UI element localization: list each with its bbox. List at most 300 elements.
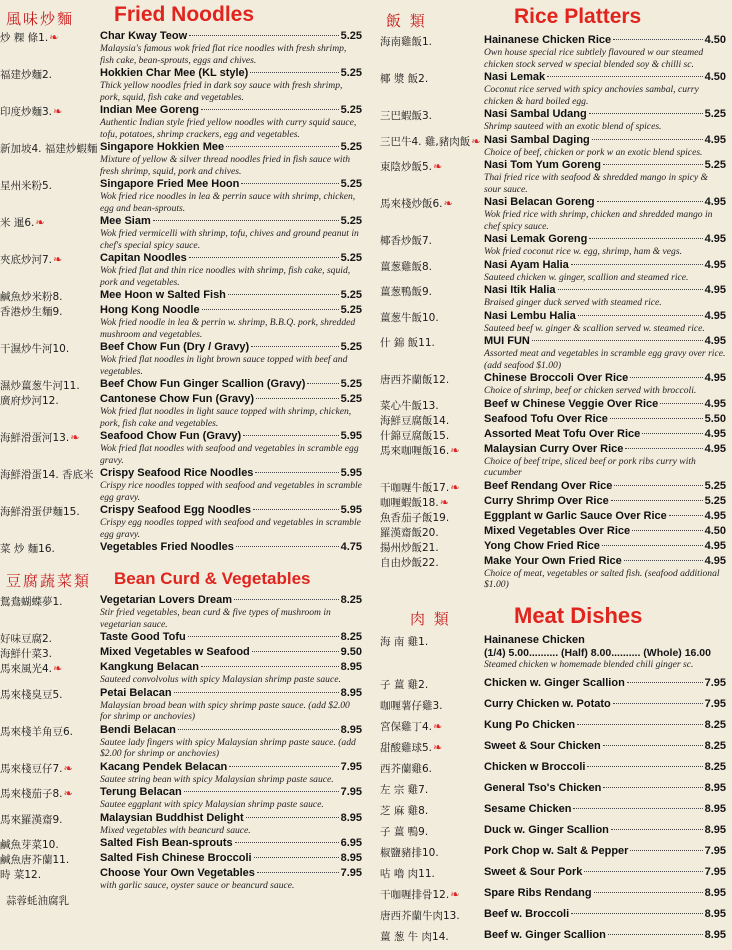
item-price: 7.95 (704, 677, 726, 689)
item-description: Sautee lady fingers with spicy Malaysian shrimp paste sauce. (add $2.00 for shrimp or anchovies) (100, 736, 356, 759)
dot-leader (594, 892, 703, 893)
item-description: Choice of shrimp, beef or chicken served with broccoli. (484, 385, 697, 396)
dot-leader (578, 315, 703, 316)
item-description: Choice of meat, vegetables or salted fish. (seafood additional $1.00) (484, 567, 720, 590)
item-name: Nasi Lemak Goreng (484, 233, 588, 245)
item-name: Beef Chow Fun Ginger Scallion (Gravy) (100, 378, 306, 390)
dot-leader (610, 418, 703, 419)
item-name: Hong Kong Noodle (100, 304, 200, 316)
menu-item-vegetarian-lovers-dream (0, 594, 362, 631)
menu-item-yong-chow-fried-rice (380, 540, 726, 555)
item-chinese-name: 鹹魚炒米粉8. (0, 291, 63, 303)
menu-item-char-kway-teow (0, 30, 362, 67)
menu-item-kung-po-chicken (380, 719, 726, 734)
menu-item-nasi-sambal-udang (380, 108, 726, 134)
item-price: 4.75 (340, 541, 362, 553)
dot-leader (603, 745, 703, 746)
item-chinese-name: 唐西芥蘭飯12. (380, 374, 450, 386)
item-price: 7.95 (704, 845, 726, 857)
item-chinese-name: 炒 粿 條1.❧ (0, 31, 59, 44)
item-chinese-name: 咕 嚕 肉11. (380, 868, 435, 880)
menu-item-singapore-fried-mee-hoon (0, 178, 362, 215)
menu-item-crispy-seafood-egg-noodles (0, 504, 362, 541)
item-name: Bendi Belacan (100, 723, 176, 736)
menu-item-beef-w-broccoli (380, 908, 726, 923)
item-chinese-name: 海 南 雞1. (380, 635, 429, 648)
dot-leader (630, 850, 702, 851)
dot-leader (202, 309, 339, 310)
item-price: 8.95 (704, 803, 726, 815)
item-chinese-name: 星州米粉5. (0, 180, 53, 192)
menu-item-malaysian-buddhist-delight (0, 812, 362, 838)
item-name: Nasi Itik Halia (484, 284, 556, 296)
dot-leader (602, 545, 703, 546)
dot-leader (257, 872, 339, 873)
item-description: Crispy egg noodles topped with seafood and vegetables in scramble egg gravy. (100, 517, 361, 540)
item-price: 8.95 (704, 824, 726, 836)
item-name: Nasi Sambal Udang (484, 108, 587, 120)
dot-leader (255, 472, 338, 473)
dot-leader (614, 485, 702, 486)
bean-curd-footnote-zh: 蒜蓉蚝油腐乳 (6, 894, 69, 907)
item-description: Wok fried noodle in lea & perrin w. shrimp, B.B.Q. pork, shredded mushroom and vegetables. (100, 317, 356, 340)
item-name: Nasi Sambal Daging (484, 133, 590, 146)
item-chinese-name: 馬來棧炒飯6.❧ (380, 197, 453, 210)
item-name: Singapore Hokkien Mee (100, 141, 225, 153)
item-name: Nasi Tom Yum Goreng (484, 159, 601, 171)
item-chinese-name: 揚州炒飯21. (380, 541, 439, 554)
item-chinese-name: 馬來棧豆仔7.❧ (0, 761, 73, 775)
item-chinese-name: 左 宗 雞7. (380, 784, 429, 796)
item-name: Make Your Own Fried Rice (484, 554, 622, 567)
item-chinese-name: 薑葱牛飯10. (380, 311, 439, 324)
bean-curd-header (0, 564, 362, 594)
item-price: 8.95 (704, 887, 726, 899)
dot-leader (153, 220, 339, 221)
item-price: 7.95 (340, 786, 362, 798)
dot-leader (608, 934, 703, 935)
item-name: Spare Ribs Rendang (484, 887, 592, 899)
item-price: 8.95 (340, 723, 362, 736)
item-price: 5.25 (340, 289, 362, 301)
menu-item-hong-kong-noodle (0, 304, 362, 341)
dot-leader (587, 766, 702, 767)
item-name: Mixed Vegetables Over Rice (484, 524, 631, 537)
item-price: 8.95 (340, 661, 362, 673)
item-description: Wok fried rice noodles in lea & perrin sauce with shrimp, chicken, egg and bean-sprouts. (100, 191, 356, 214)
dot-leader (236, 546, 339, 547)
dot-leader (243, 435, 338, 436)
item-name: Cantonese Chow Fun (Gravy) (100, 393, 255, 405)
menu-item-chicken-w-broccoli (380, 761, 726, 776)
bean-curd-list (0, 594, 362, 893)
dot-leader (597, 201, 703, 202)
item-chinese-name: 馬來棧茄子8.❧ (0, 787, 73, 800)
item-name: Nasi Belacan Goreng (484, 196, 595, 208)
item-description: Braised ginger duck served with steamed rice. (484, 297, 662, 308)
menu-item-bendi-belacan (0, 724, 362, 761)
item-chinese-name: 自由炒飯22. (380, 556, 439, 569)
item-price: 8.25 (704, 719, 726, 731)
menu-item-eggplant-w-garlic-sauce-over-rice (380, 510, 726, 525)
item-chinese-name: 干濕炒牛河10. (0, 343, 70, 355)
item-price: 4.95 (704, 258, 726, 271)
menu-item-seafood-tofu-over-rice (380, 413, 726, 428)
item-price: 5.25 (704, 108, 726, 120)
chili-pepper-icon: ❧ (53, 105, 63, 118)
item-chinese-name: 椒鹽豬排10. (380, 847, 439, 859)
menu-item-seafood-chow-fun-gravy (0, 430, 362, 467)
item-price: 4.95 (704, 442, 726, 455)
chili-pepper-icon: ❧ (433, 720, 443, 733)
item-description: Wok fried rice with shrimp, chicken and shredded mango in chef spicy sauce. (484, 209, 713, 232)
item-description: Choice of beef tripe, sliced beef or pork ribs curry with cucumber (484, 455, 696, 478)
item-name: Mee Siam (100, 215, 151, 227)
item-name: Crispy Seafood Rice Noodles (100, 467, 254, 479)
item-name: Malaysian Curry Over Rice (484, 442, 624, 455)
menu-item-indian-mee-goreng (0, 104, 362, 141)
chili-pepper-icon: ❧ (53, 662, 63, 675)
item-price: 8.25 (340, 594, 362, 606)
dot-leader (307, 383, 338, 384)
item-chinese-name: 米 暹6.❧ (0, 216, 45, 229)
item-chinese-name: 好味豆腐2. (0, 633, 53, 645)
menu-item-assorted-meat-tofu-over-rice (380, 428, 726, 443)
item-description: Malaysia's famous wok fried flat rice noodles with fresh shrimp, fish cake, bean-sprouts, eggs and chives. (100, 43, 347, 66)
dot-leader (250, 72, 338, 73)
item-name: Kung Po Chicken (484, 719, 576, 731)
dot-leader (532, 340, 703, 341)
item-chinese-name: 魚香茄子飯19. (380, 511, 450, 524)
menu-item-hokkien-char-mee-kl-style (0, 67, 362, 104)
item-price: 8.25 (704, 761, 726, 773)
item-chinese-name: 時 菜12. (0, 869, 42, 881)
menu-item-beef-w-ginger-scallion (380, 929, 726, 944)
menu-item-chinese-broccoli-over-rice (380, 372, 726, 398)
rice-platters-list (380, 34, 726, 592)
item-chinese-name: 宮保雞丁4.❧ (380, 720, 443, 733)
item-price: 5.25 (340, 178, 362, 190)
item-chinese-name: 什 錦 飯11. (380, 337, 435, 349)
menu-item-sesame-chicken (380, 803, 726, 818)
item-price: 5.25 (340, 252, 362, 264)
item-chinese-name: 干咖喱牛飯17.❧ (380, 480, 460, 494)
item-name: Assorted Meat Tofu Over Rice (484, 427, 641, 440)
item-description: Coconut rice served with spicy anchovies sambal, curry chicken & hard boiled egg. (484, 84, 699, 107)
item-name: Sesame Chicken (484, 803, 572, 815)
item-price: 5.25 (704, 159, 726, 171)
menu-item-petai-belacan (0, 687, 362, 724)
dot-leader (584, 871, 702, 872)
item-price: 4.95 (704, 509, 726, 522)
dot-leader (251, 346, 338, 347)
item-price: 8.95 (704, 782, 726, 794)
item-chinese-name: 三巴蝦飯3. (380, 110, 433, 122)
item-price: 5.25 (340, 393, 362, 405)
menu-item-hainanese-chicken-rice (380, 34, 726, 71)
menu-item-nasi-belacan-goreng (380, 196, 726, 233)
bean-curd-title: Bean Curd & Vegetables (114, 569, 311, 588)
item-name: General Tso's Chicken (484, 782, 602, 794)
menu-item-mee-siam (0, 215, 362, 252)
menu-item-curry-shrimp-over-rice (380, 495, 726, 510)
item-name: Choose Your Own Vegetables (100, 867, 255, 879)
chili-pepper-icon: ❧ (439, 495, 449, 509)
menu-item-beef-chow-fun-dry-gravy (0, 341, 362, 378)
menu-item-crispy-seafood-rice-noodles (0, 467, 362, 504)
item-name: Nasi Lemak (484, 71, 546, 83)
menu-item-kangkung-belacan (0, 661, 362, 687)
item-price: 5.25 (704, 479, 726, 492)
dot-leader (201, 109, 339, 110)
menu-item-sweet-sour-chicken (380, 740, 726, 755)
item-name: Vegetables Fried Noodles (100, 541, 234, 553)
item-name: Vegetarian Lovers Dream (100, 594, 233, 606)
chili-pepper-icon: ❧ (471, 134, 481, 148)
fried-noodles-header (0, 2, 362, 32)
item-chinese-name: 薑葱鴨飯9. (380, 286, 433, 298)
item-description: Shrimp sauteed with an exotic blend of spices. (484, 121, 662, 132)
dot-leader (632, 530, 702, 531)
item-chinese-name: 海鮮豆腐飯14. (380, 414, 450, 427)
menu-item-mixed-vegetables-over-rice (380, 525, 726, 540)
menu-item-choose-your-own-vegetables (0, 867, 362, 893)
item-name: Mee Hoon w Salted Fish (100, 289, 226, 301)
item-chinese-name: 羅漢齋飯20. (380, 526, 439, 539)
item-price: 5.95 (340, 467, 362, 479)
meat-dishes-header (380, 602, 726, 632)
chili-pepper-icon: ❧ (443, 197, 453, 210)
item-price: 4.95 (704, 554, 726, 567)
item-price: 4.95 (704, 372, 726, 384)
item-name: Crispy Seafood Egg Noodles (100, 504, 251, 516)
dot-leader (547, 76, 702, 77)
item-name: Seafood Chow Fun (Gravy) (100, 430, 242, 442)
chili-pepper-icon: ❧ (63, 761, 73, 775)
item-chinese-name: 馬來羅漢齋9. (0, 813, 63, 826)
menu-item-duck-w-ginger-scallion (380, 824, 726, 839)
menu-item-make-your-own-fried-rice (380, 555, 726, 592)
item-name: Chicken w. Ginger Scallion (484, 677, 625, 689)
menu-item-pork-chop-w-salt-pepper (380, 845, 726, 860)
menu-item-general-tso-s-chicken (380, 782, 726, 797)
item-price: 4.50 (704, 524, 726, 537)
item-description: Sauteed chicken w. ginger, scallion and steamed rice. (484, 271, 689, 283)
item-name: Beef w Chinese Veggie Over Rice (484, 397, 659, 410)
item-name: Seafood Tofu Over Rice (484, 412, 608, 425)
item-chinese-name: 新加坡4. 福建炒蝦麵 (0, 143, 98, 155)
menu-item-beef-rendang-over-rice (380, 480, 726, 495)
item-name: Salted Fish Chinese Broccoli (100, 852, 252, 864)
item-price: 4.95 (704, 196, 726, 208)
item-chinese-name: 香港炒生麵9. (0, 306, 63, 318)
item-price: 4.95 (704, 309, 726, 322)
item-name: Kangkung Belacan (100, 661, 200, 673)
item-price: 5.25 (340, 30, 362, 42)
item-size-prices: (1/4) 5.00.......... (Half) 8.00.......... (Whole) 16.00 (484, 646, 711, 659)
item-price: 4.95 (704, 397, 726, 410)
item-price: 5.95 (340, 430, 362, 442)
item-description: Wok fried coconut rice w. egg, shrimp, ham & vegs. (484, 246, 682, 257)
dot-leader (228, 294, 339, 295)
item-chinese-name: 鹹魚芽菜10. (0, 839, 59, 851)
meat-dishes-zh-title: 肉 類 (410, 609, 451, 628)
item-price: 5.25 (340, 104, 362, 116)
dot-leader (201, 666, 339, 667)
item-description: Authentic Indian style fried yellow noodles with curry squid sauce, tofu, potatoes, shrimp crackers, egg and vegetables. (100, 117, 357, 140)
dot-leader (589, 238, 702, 239)
item-chinese-name: 東陰炒飯5.❧ (380, 160, 443, 173)
item-description: with garlic sauce, oyster sauce or beancurd sauce. (100, 880, 295, 891)
item-name: Curry Shrimp Over Rice (484, 494, 609, 507)
rice-platters-header (380, 4, 726, 34)
item-description: Crispy rice noodles topped with seafood and vegetables in scramble egg gravy. (100, 480, 362, 503)
item-chinese-name: 海鮮滑蛋河13.❧ (0, 431, 80, 444)
chili-pepper-icon: ❧ (450, 443, 460, 457)
item-price: 8.95 (340, 852, 362, 864)
menu-item-nasi-tom-yum-goreng (380, 159, 726, 196)
menu-item-salted-fish-bean-sprouts (0, 837, 362, 852)
item-price: 5.25 (340, 67, 362, 79)
item-chinese-name: 海鮮滑蛋14. 香底米 (0, 469, 94, 481)
item-name: MUI FUN (484, 335, 530, 347)
item-price: 4.50 (704, 71, 726, 83)
dot-leader (660, 403, 702, 404)
chili-pepper-icon: ❧ (63, 787, 73, 800)
item-price: 7.95 (704, 866, 726, 878)
item-price: 8.95 (340, 686, 362, 699)
item-chinese-name: 廣府炒河12. (0, 395, 59, 407)
dot-leader (571, 913, 702, 914)
fried-noodles-list (0, 30, 362, 556)
item-chinese-name: 三巴牛4. 雞,豬肉飯❧ (380, 134, 481, 148)
item-name: Beef w. Broccoli (484, 908, 570, 920)
item-chinese-name: 西芥蘭雞6. (380, 763, 433, 775)
item-name: Hainanese Chicken Rice (484, 34, 612, 46)
menu-item-salted-fish-chinese-broccoli (0, 852, 362, 867)
menu-item-capitan-noodles (0, 252, 362, 289)
menu-item-beef-w-chinese-veggie-over-rice (380, 398, 726, 413)
fried-noodles-zh-title: 風味炒麵 (6, 10, 75, 28)
dot-leader (613, 39, 702, 40)
item-price: 5.25 (340, 341, 362, 353)
rice-platters-title: Rice Platters (514, 5, 642, 28)
item-name: Malaysian Buddhist Delight (100, 811, 244, 824)
item-price: 4.95 (704, 539, 726, 552)
dot-leader (252, 651, 339, 652)
menu-item-vegetables-fried-noodles (0, 541, 362, 556)
dot-leader (188, 636, 339, 637)
chili-pepper-icon: ❧ (35, 216, 45, 229)
item-description: Stir fried vegetables, bean curd & five types of mushroom in vegetarian sauce. (100, 607, 331, 630)
item-description: Thick yellow noodles fried in dark soy sauce with fresh shrimp, pork, squid, fish cake and vegetables. (100, 80, 343, 103)
menu-item-cantonese-chow-fun-gravy (0, 393, 362, 430)
rice-platters-zh-title: 飯 類 (386, 12, 427, 30)
item-description: Malaysian broad bean with spicy shrimp paste sauce. (add $2.00 for shrimp or anchovies) (100, 699, 350, 722)
item-name: Kacang Pendek Belacan (100, 760, 228, 773)
item-chinese-name: 印度炒麵3.❧ (0, 105, 63, 118)
dot-leader (256, 398, 339, 399)
menu-item-curry-chicken-w-potato (380, 698, 726, 713)
item-price: 4.95 (704, 233, 726, 245)
item-chinese-name: 濕炒薑葱牛河11. (0, 380, 80, 392)
dot-leader (174, 692, 339, 693)
item-name: Petai Belacan (100, 686, 172, 699)
item-description: Mixture of yellow & silver thread noodles fried in fish sauce with fresh shrimp, squid, pork and chives. (100, 154, 351, 177)
item-price: 8.95 (340, 811, 362, 824)
item-description: Wok fried vermicelli with shrimp, tofu, chives and ground peanut in chef's special spicy sauce. (100, 228, 359, 251)
item-chinese-name: 唐西芥蘭牛肉13. (380, 910, 460, 922)
item-chinese-name: 什錦豆腐飯15. (380, 429, 450, 442)
dot-leader (558, 289, 703, 290)
menu-item-terung-belacan (0, 786, 362, 812)
item-chinese-name: 鹹魚唐芥蘭11. (0, 854, 70, 866)
item-name: Nasi Ayam Halia (484, 258, 569, 271)
item-name: Pork Chop w. Salt & Pepper (484, 845, 629, 857)
dot-leader (613, 703, 703, 704)
item-price: 5.25 (340, 215, 362, 227)
item-price: 4.95 (704, 133, 726, 146)
item-description: Thai fried rice with seafood & shredded mango in spicy & sour sauce. (484, 172, 709, 195)
item-name: Taste Good Tofu (100, 631, 186, 643)
menu-item-mui-fun (380, 335, 726, 372)
left-column (0, 0, 362, 908)
item-name: Mixed Vegetables w Seafood (100, 646, 250, 658)
item-chinese-name: 福建炒麵2. (0, 69, 53, 81)
item-chinese-name: 海鮮滑蛋伊麵15. (0, 506, 80, 518)
meat-dishes-title: Meat Dishes (514, 602, 643, 628)
item-name: Capitan Noodles (100, 252, 187, 264)
item-price: 6.95 (340, 837, 362, 849)
dot-leader (246, 817, 339, 818)
item-chinese-name: 椰香炒飯7. (380, 235, 433, 247)
bean-curd-zh-title: 豆腐蔬菜類 (6, 572, 92, 590)
menu-item-nasi-sambal-daging (380, 134, 726, 160)
dot-leader (589, 113, 703, 114)
menu-item-mee-hoon-w-salted-fish (0, 289, 362, 304)
dot-leader (571, 264, 703, 265)
item-chinese-name: 甜酸雞球5.❧ (380, 741, 443, 754)
menu-item-mixed-vegetables-w-seafood (0, 646, 362, 661)
item-price: 5.25 (340, 141, 362, 153)
item-chinese-name: 菜 炒 麵16. (0, 543, 55, 555)
item-name: Beef w. Ginger Scallion (484, 929, 606, 941)
menu-item-nasi-lemak-goreng (380, 233, 726, 259)
item-chinese-name: 菜心牛飯13. (380, 399, 439, 412)
dot-leader (630, 377, 702, 378)
right-column (380, 0, 726, 950)
dot-leader (241, 183, 338, 184)
menu-item-hainanese-chicken (380, 634, 726, 672)
item-price: 4.95 (704, 427, 726, 440)
dot-leader (603, 787, 702, 788)
item-name: Terung Belacan (100, 786, 182, 798)
dot-leader (577, 724, 703, 725)
chili-pepper-icon: ❧ (49, 31, 59, 44)
item-name: Eggplant w Garlic Sauce Over Rice (484, 509, 667, 522)
chili-pepper-icon: ❧ (450, 480, 460, 494)
dot-leader (178, 729, 339, 730)
dot-leader (234, 599, 339, 600)
menu-item-nasi-lemak (380, 71, 726, 108)
chili-pepper-icon: ❧ (450, 888, 460, 901)
item-price: 8.95 (704, 908, 726, 920)
item-price: 5.25 (704, 494, 726, 507)
item-chinese-name: 海南雞飯1. (380, 36, 433, 48)
item-description: Own house special rice subtlely flavoured w our steamed chicken stock served w special blended soy & chilli sc. (484, 47, 704, 70)
item-price: 7.95 (340, 867, 362, 879)
item-description: Wok fried flat noodles in light brown sauce topped with beef and vegetables. (100, 354, 348, 377)
